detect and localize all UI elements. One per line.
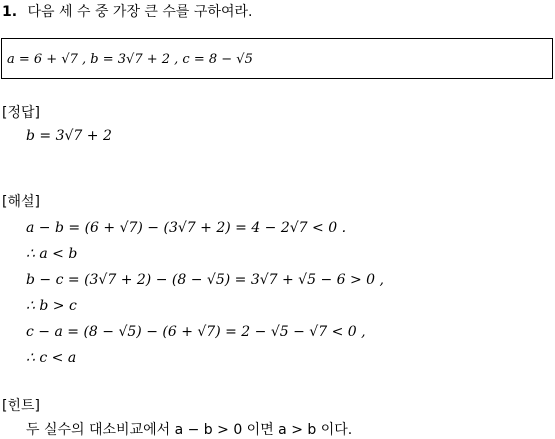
answer-value: b = 3√7 + 2 [26,128,112,144]
solution-line-2: ∴ a < b [26,246,78,262]
question-line [2,3,252,21]
solution-line-4: ∴ b > c [26,298,77,314]
hint-heading: [힌트] [2,398,40,414]
given-values: a = 6 + √7 , b = 3√7 + 2 , c = 8 − √5 [7,52,253,67]
question-number: 1. [2,4,18,20]
given-values-box [1,38,553,79]
solution-line-1: a − b = (6 + √7) − (3√7 + 2) = 4 − 2√7 < 0 . [26,220,347,236]
solution-heading: [해설] [2,194,40,210]
question-text: 다음 세 수 중 가장 큰 수를 구하여라. [27,4,253,20]
solution-line-5: c − a = (8 − √5) − (6 + √7) = 2 − √5 − √7 < 0 , [26,324,366,340]
solution-line-3: b − c = (3√7 + 2) − (8 − √5) = 3√7 + √5 − 6 > 0 , [26,272,384,288]
hint-text: 두 실수의 대소비교에서 a − b > 0 이면 a > b 이다. [26,422,353,438]
answer-heading: [정답] [2,105,40,121]
solution-line-6: ∴ c < a [26,350,77,366]
